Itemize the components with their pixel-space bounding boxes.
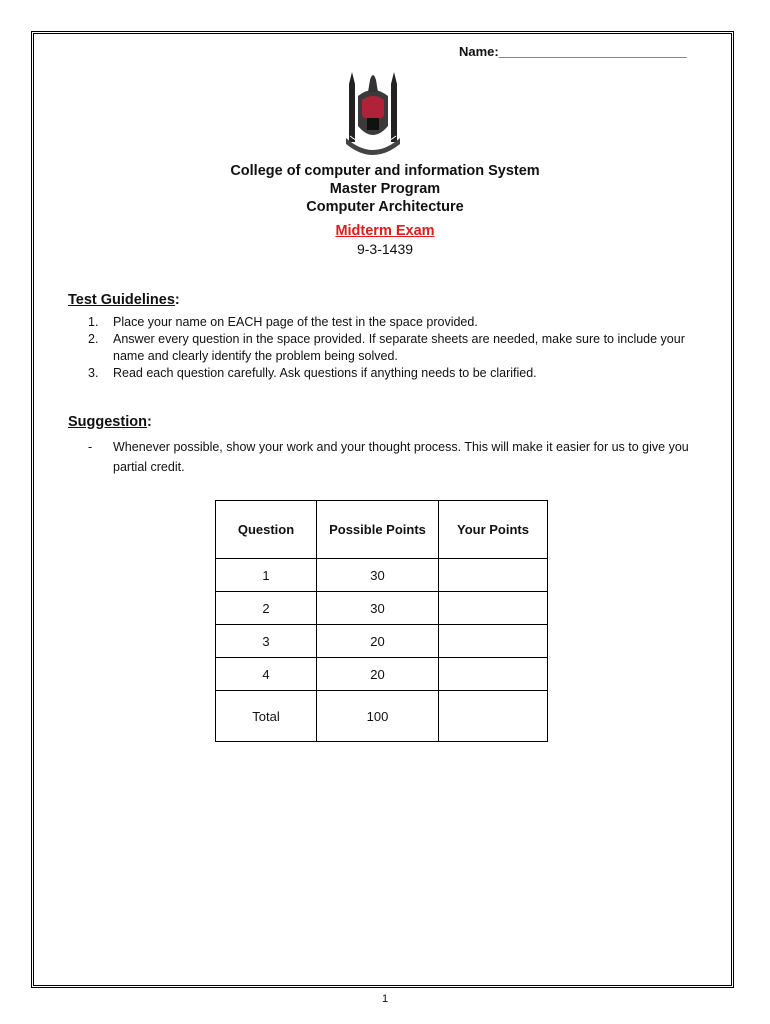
suggestion-text: Whenever possible, show your work and your thought process. This will make it easier for us to give you partial credit. <box>113 440 689 474</box>
question-cell: 4 <box>216 658 317 691</box>
name-field <box>459 44 687 59</box>
header-question: Question <box>216 501 317 559</box>
table-row <box>216 658 548 691</box>
suggestion-item <box>68 437 708 477</box>
total-possible-cell: 100 <box>317 691 439 742</box>
name-blank: __________________________ <box>498 44 687 59</box>
possible-cell: 30 <box>317 559 439 592</box>
list-item-number: 2. <box>88 332 99 346</box>
university-logo <box>340 66 406 158</box>
suggestion-colon: : <box>146 414 152 430</box>
list-item-text: Read each question carefully. Ask questions if anything needs to be clarified. <box>113 366 537 380</box>
guidelines-list <box>68 314 688 382</box>
list-item-text: Answer every question in the space provided. If separate sheets are needed, make sure to include your name and clearly identify the problem being solved. <box>113 332 685 363</box>
program-name: Master Program <box>329 181 441 197</box>
name-label: Name: <box>459 44 499 59</box>
total-your-points-cell[interactable] <box>439 691 548 742</box>
your-points-cell[interactable] <box>439 559 548 592</box>
page-number: 1 <box>381 993 389 1005</box>
guidelines-heading <box>68 292 180 308</box>
points-table <box>215 500 548 742</box>
possible-cell: 30 <box>317 592 439 625</box>
question-cell: 1 <box>216 559 317 592</box>
list-item <box>68 314 688 331</box>
guidelines-title: Test Guidelines <box>68 292 175 308</box>
suggestion-dash: - <box>88 440 93 454</box>
table-row <box>216 625 548 658</box>
question-cell: 3 <box>216 625 317 658</box>
list-item-text: Place your name on EACH page of the test in the space provided. <box>113 315 478 329</box>
possible-cell: 20 <box>317 658 439 691</box>
exam-date: 9-3-1439 <box>356 241 414 257</box>
table-row <box>216 559 548 592</box>
exam-header <box>0 162 770 258</box>
your-points-cell[interactable] <box>439 625 548 658</box>
total-label-cell: Total <box>216 691 317 742</box>
list-item-number: 3. <box>88 366 99 380</box>
table-row <box>216 592 548 625</box>
exam-title: Midterm Exam <box>335 223 435 239</box>
suggestion-heading <box>68 414 152 430</box>
header-possible-points: Possible Points <box>317 501 439 559</box>
question-cell: 2 <box>216 592 317 625</box>
suggestion-title: Suggestion <box>68 414 147 430</box>
course-name: Computer Architecture <box>306 199 464 215</box>
possible-cell: 20 <box>317 625 439 658</box>
list-item <box>68 331 688 365</box>
your-points-cell[interactable] <box>439 592 548 625</box>
list-item-number: 1. <box>88 315 99 329</box>
your-points-cell[interactable] <box>439 658 548 691</box>
table-total-row <box>216 691 548 742</box>
college-name: College of computer and information System <box>230 163 540 179</box>
list-item <box>68 365 688 382</box>
table-header-row <box>216 501 548 559</box>
guidelines-colon: : <box>174 292 180 308</box>
header-your-points: Your Points <box>439 501 548 559</box>
